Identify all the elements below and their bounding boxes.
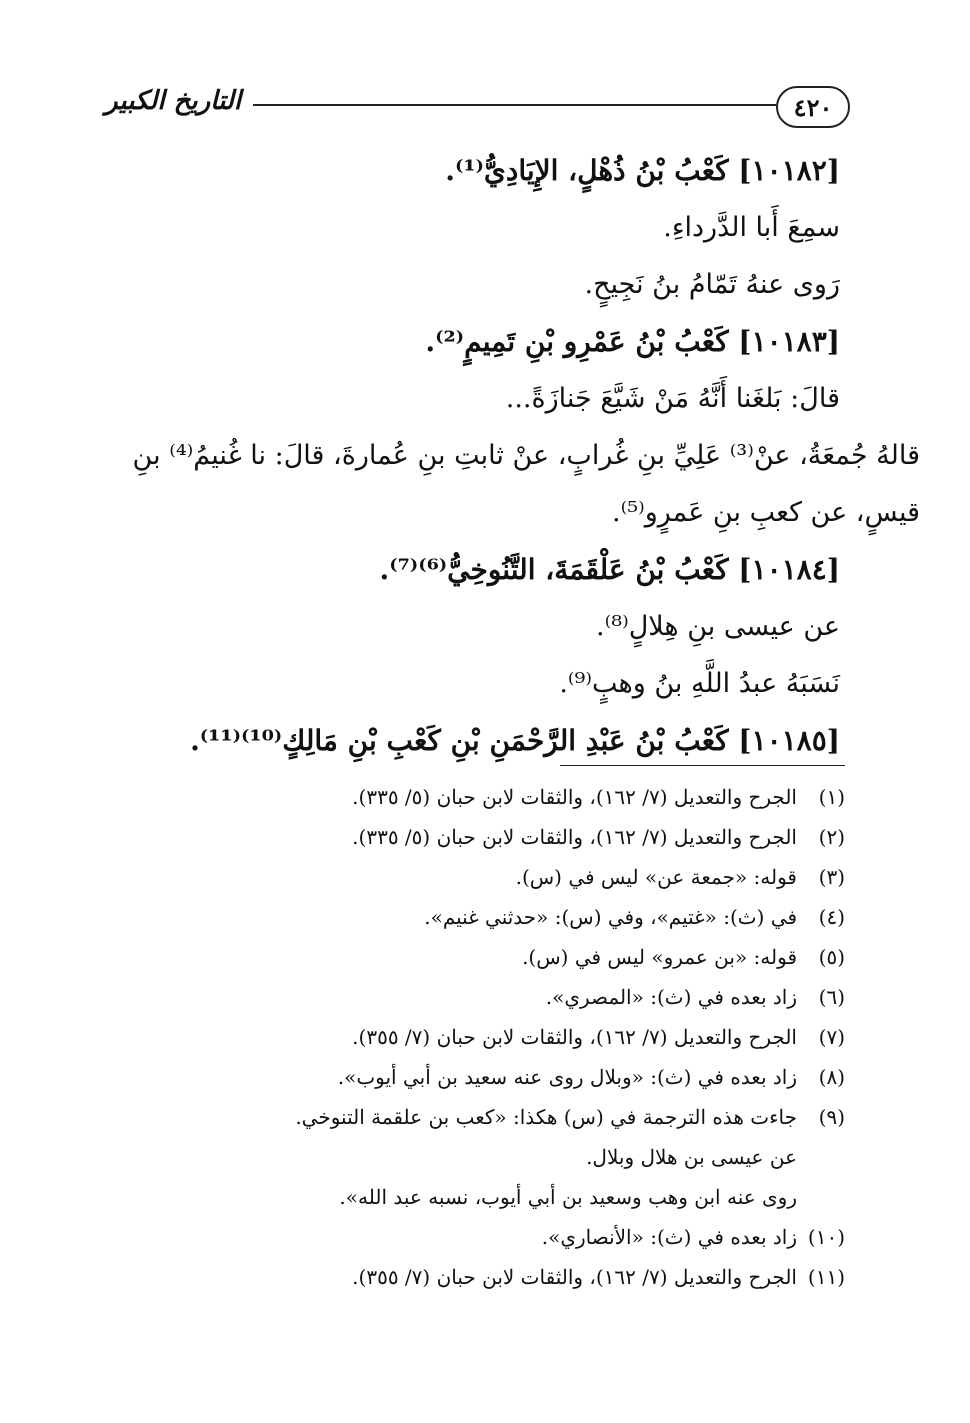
footnote-text: الجرح والتعديل (٧/ ١٦٢)، والثقات لابن حبان (٥/ ٣٣٥). [352,785,797,809]
footnote-text: جاءت هذه الترجمة في (س) هكذا: «كعب بن علقمة التنوخي. [295,1105,797,1129]
footnote [225,897,845,937]
footnote-text: قوله: «جمعة عن» ليس في (س). [515,865,797,889]
footnote-number: (٧) [818,1025,845,1049]
footnote [225,977,845,1017]
footnotes [225,777,845,1297]
text-line: نَسَبَهُ عبدُ اللَّهِ بنُ وهبٍ⁽⁹⁾. [559,668,840,699]
footnote [225,1217,845,1257]
footnote [225,937,845,977]
footnote [225,1097,845,1217]
page-header [105,82,850,130]
footnote-text: الجرح والتعديل (٧/ ١٦٢)، والثقات لابن حبان (٧/ ٣٥٥). [352,1025,797,1049]
footnote-number: (٤) [818,905,845,929]
footnote-number: (١) [818,785,845,809]
text-line: قالهُ جُمعَةُ، عنْ⁽³⁾ عَلِيِّ بنِ غُرابٍ، عنْ ثابتِ بنِ عُمارةَ، قالَ: نا غُنيمُ⁽⁴⁾ بنِ [132,440,920,471]
entry-heading: [١٠١٨٤] كَعْبُ بْنُ عَلْقَمَةَ، التَّنُوخِيُّ⁽⁶⁾⁽⁷⁾. [379,553,840,586]
footnote-number: (١٠) [807,1225,845,1249]
footnote-number: (٨) [818,1065,845,1089]
footnote-number: (٦) [818,985,845,1009]
text-line: عن عيسى بنِ هِلالٍ⁽⁸⁾. [596,611,840,642]
footnote-number: (٣) [818,865,845,889]
header-rule [253,104,776,106]
footnote-text: زاد بعده في (ث): «المصري». [545,985,797,1009]
footnote-number: (٢) [818,825,845,849]
footnote-text: في (ث): «غتيم»، وفي (س): «حدثني غنيم». [424,905,797,929]
footnote-text: زاد بعده في (ث): «وبلال روى عنه سعيد بن أبي أيوب». [337,1065,797,1089]
footnote [225,1017,845,1057]
footnote-text: عن عيسى بن هلال وبلال. [586,1145,797,1169]
footnote [225,1257,845,1297]
footnote-divider [560,765,845,766]
entry-heading: [١٠١٨٢] كَعْبُ بْنُ ذُهْلٍ، الإِيَادِيُّ⁽¹⁾. [445,154,840,187]
footnote-number: (٥) [818,945,845,969]
main-text [110,142,920,769]
footnote [225,817,845,857]
entry-heading: [١٠١٨٣] كَعْبُ بْنُ عَمْرِو بْنِ تَمِيمٍ⁽²⁾. [425,325,840,358]
footnote-number: (٩) [818,1105,845,1129]
footnote-text: قوله: «بن عمرو» ليس في (س). [522,945,797,969]
footnote-text: الجرح والتعديل (٧/ ١٦٢)، والثقات لابن حبان (٥/ ٣٣٥). [352,825,797,849]
footnote-text: الجرح والتعديل (٧/ ١٦٢)، والثقات لابن حبان (٧/ ٣٥٥). [352,1265,797,1289]
book-title: التاريخ الكبير [105,86,242,116]
footnote [225,777,845,817]
entry-heading: [١٠١٨٥] كَعْبُ بْنُ عَبْدِ الرَّحْمَنِ بْنِ كَعْبِ بْنِ مَالِكٍ⁽¹⁰⁾⁽¹¹⁾. [190,724,840,757]
footnote-number: (١١) [807,1265,845,1289]
footnote-text: روى عنه ابن وهب وسعيد بن أبي أيوب، نسبه عبد الله». [339,1185,797,1209]
text-line: قالَ: بَلغَنا أَنَّهُ مَنْ شَيَّعَ جَنازَةً... [505,383,840,414]
footnote [225,857,845,897]
text-line: قيسٍ، عن كعبِ بنِ عَمرٍو⁽⁵⁾. [612,497,920,528]
text-line: سمِعَ أَبا الدَّرداءِ. [663,212,840,243]
footnote-text: زاد بعده في (ث): «الأنصاري». [541,1225,797,1249]
footnote [225,1057,845,1097]
text-line: رَوى عنهُ تَمّامُ بنُ نَجِيحٍ. [584,269,840,300]
page-number: ٤٢٠ [776,86,850,128]
